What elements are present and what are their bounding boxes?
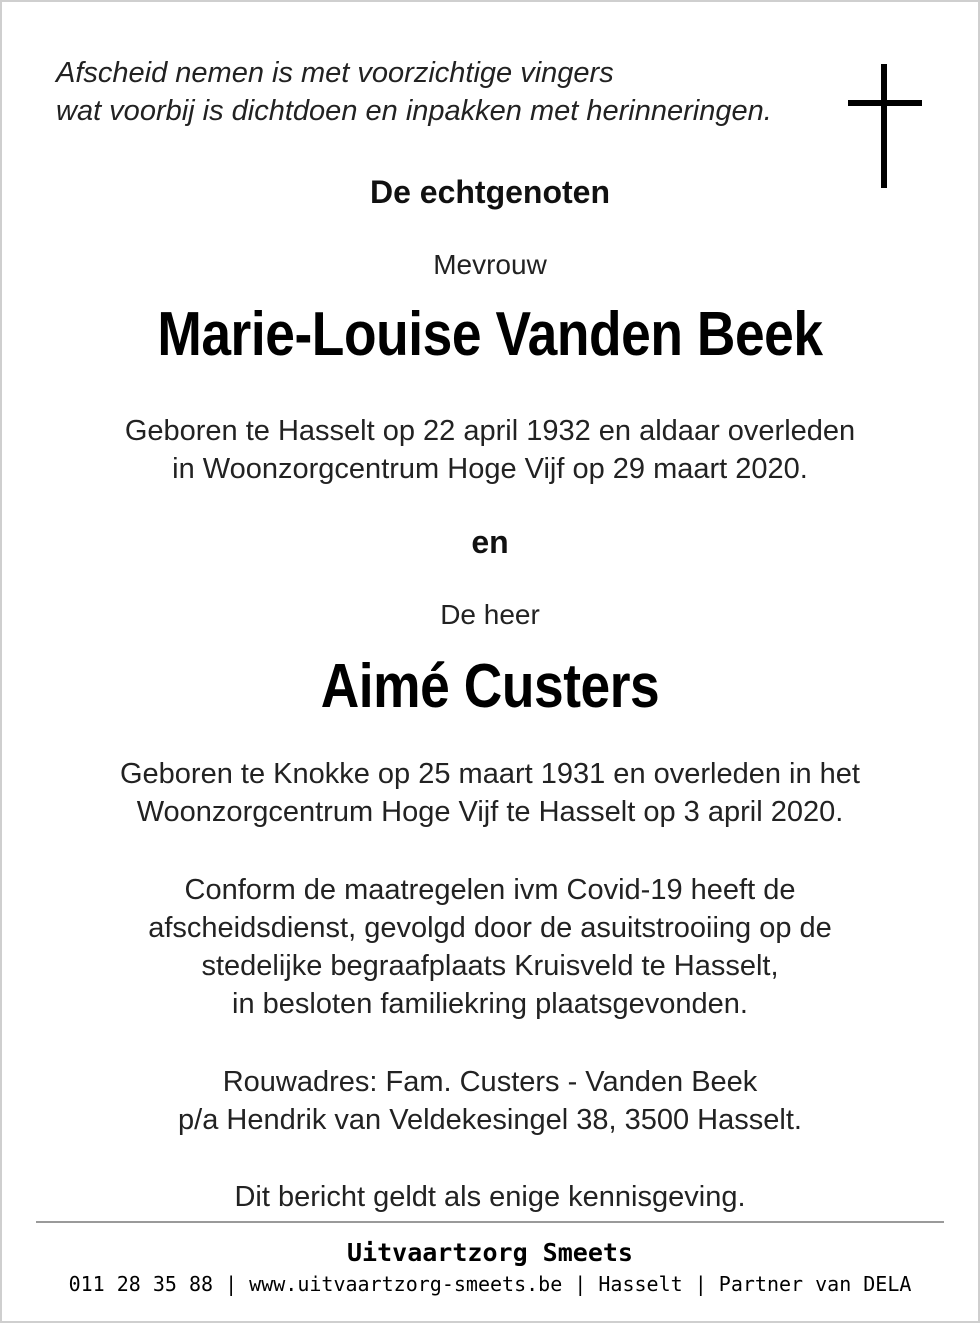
- ceremony-line-4: in besloten familiekring plaatsgevonden.: [232, 988, 748, 1020]
- person2-details-line-2: Woonzorgcentrum Hoge Vijf te Hasselt op 3 april 2020.: [136, 796, 844, 828]
- person1-details-line-1: Geboren te Hasselt op 22 april 1932 en aldaar overleden: [124, 415, 856, 447]
- person1-name: Marie-Louise Vanden Beek: [157, 300, 823, 369]
- conjunction: en: [471, 524, 509, 560]
- person1-title: Mevrouw: [433, 249, 547, 280]
- notice-text: Dit bericht geldt als enige kennisgeving.: [234, 1181, 746, 1213]
- ceremony-text: [0, 871, 980, 1023]
- poem-line-2: wat voorbij is dichtdoen en inpakken met herinneringen.: [56, 95, 772, 127]
- person2-details-line-1: Geboren te Knokke op 25 maart 1931 en overleden in het: [119, 758, 860, 790]
- person2-title: De heer: [440, 599, 540, 630]
- person2-details: [0, 755, 980, 831]
- person2-name: Aimé Custers: [320, 652, 660, 721]
- address-line-1: Rouwadres: Fam. Custers - Vanden Beek: [222, 1066, 758, 1098]
- poem-line-1: Afscheid nemen is met voorzichtige vingers: [56, 57, 614, 89]
- address-line-2: p/a Hendrik van Veldekesingel 38, 3500 Hasselt.: [178, 1104, 802, 1136]
- mourning-address: [0, 1063, 980, 1139]
- ceremony-line-2: afscheidsdienst, gevolgd door de asuitstrooiing op de: [148, 912, 832, 944]
- footer-divider: [36, 1221, 944, 1223]
- person1-details: [0, 412, 980, 488]
- funeral-company-contact: 011 28 35 88 | www.uitvaartzorg-smeets.be | Hasselt | Partner van DELA: [68, 1272, 912, 1296]
- funeral-company-name: Uitvaartzorg Smeets: [347, 1238, 633, 1267]
- intro-heading: De echtgenoten: [369, 174, 611, 210]
- opening-poem: [56, 54, 836, 130]
- ceremony-line-1: Conform de maatregelen ivm Covid-19 heeft de: [184, 874, 796, 906]
- person1-details-line-2: in Woonzorgcentrum Hoge Vijf op 29 maart 2020.: [172, 453, 808, 485]
- ceremony-line-3: stedelijke begraafplaats Kruisveld te Hasselt,: [201, 950, 779, 982]
- cross-icon: [848, 64, 922, 188]
